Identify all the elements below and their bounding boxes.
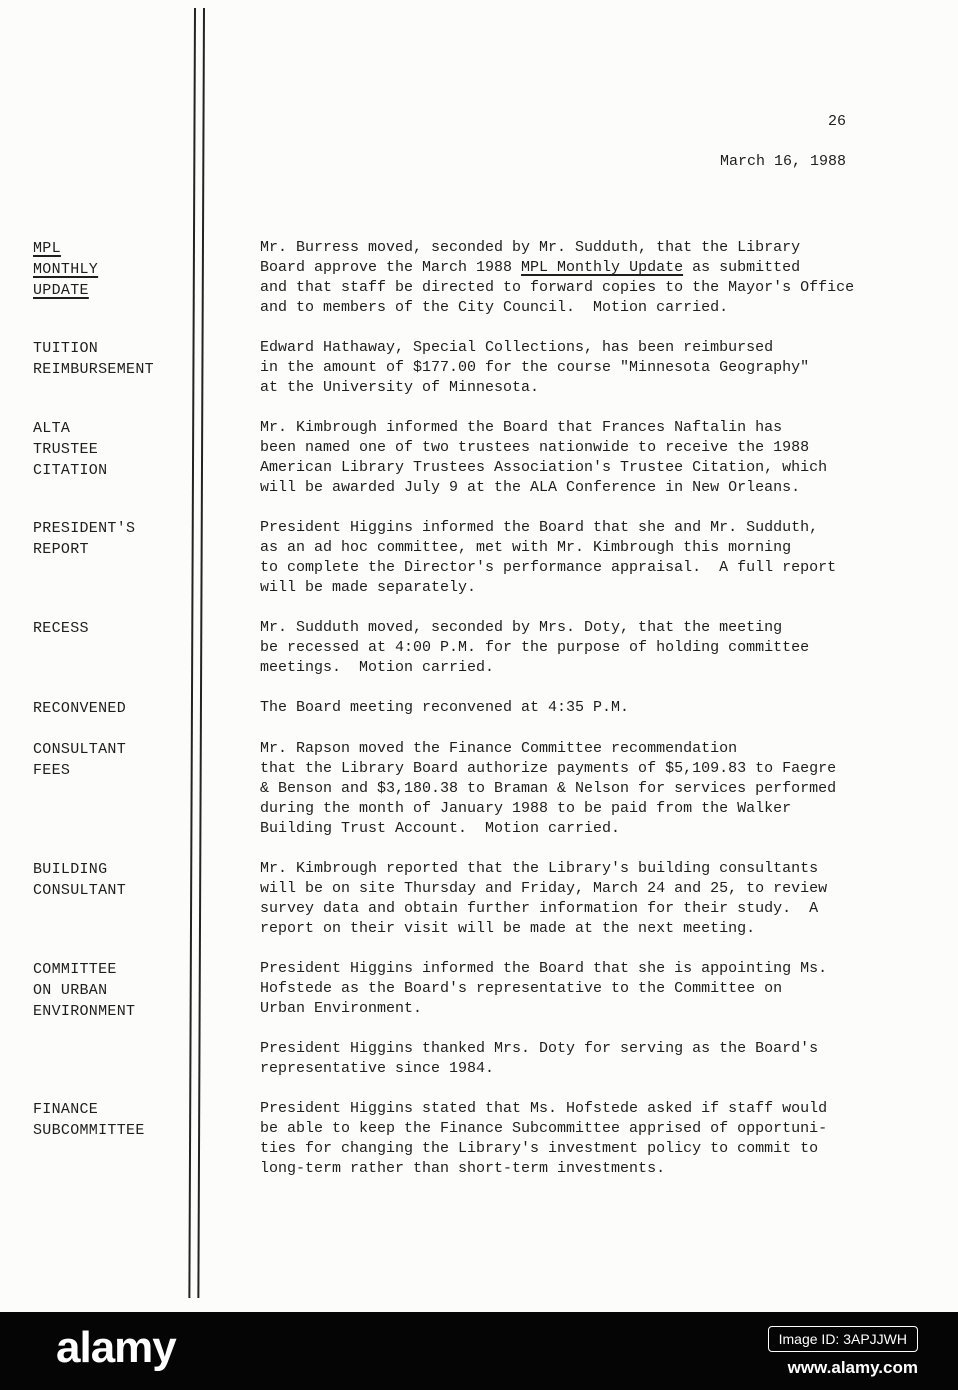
text-line — [260, 258, 880, 278]
text-segment: will be made separately. — [260, 579, 477, 596]
text-segment: representative since 1984. — [260, 1060, 495, 1077]
text-segment: Building Trust Account. Motion carried. — [260, 820, 621, 837]
text-segment: Hofstede as the Board's representative to the Committee on — [260, 980, 783, 997]
text-line — [260, 1099, 880, 1119]
text-segment: in the amount of $177.00 for the course "Minnesota Geography" — [260, 359, 810, 376]
text-line — [260, 418, 880, 438]
section-heading — [33, 859, 260, 939]
text-segment: Urban Environment. — [260, 1000, 423, 1017]
section-alta-trustee-citation — [33, 418, 958, 498]
text-line — [260, 779, 880, 799]
text-segment: President Higgins thanked Mrs. Doty for serving as the Board's — [260, 1040, 819, 1057]
text-line — [260, 879, 880, 899]
heading-line: REIMBURSEMENT — [33, 361, 154, 378]
text-line — [260, 358, 880, 378]
text-segment: to complete the Director's performance appraisal. A full report — [260, 559, 837, 576]
paragraph — [260, 859, 880, 939]
text-line — [260, 458, 880, 478]
text-line — [260, 378, 880, 398]
text-line — [260, 658, 880, 678]
text-segment: during the month of January 1988 to be paid from the Walker — [260, 800, 792, 817]
text-segment: as submitted — [683, 259, 801, 276]
text-segment: President Higgins informed the Board that she and Mr. Sudduth, — [260, 519, 819, 536]
page-date: March 16, 1988 — [719, 153, 846, 170]
text-line — [260, 819, 880, 839]
heading-line: RECESS — [33, 620, 89, 637]
text-line — [260, 1039, 880, 1059]
section-body — [260, 518, 880, 598]
heading-line: FEES — [33, 762, 71, 779]
section-body — [260, 238, 880, 318]
text-line — [260, 518, 880, 538]
text-line — [260, 298, 880, 318]
text-segment: and that staff be directed to forward copies to the Mayor's Office — [260, 279, 855, 296]
text-line — [260, 238, 880, 258]
text-segment: at the University of Minnesota. — [260, 379, 540, 396]
text-segment: will be awarded July 9 at the ALA Conference in New Orleans. — [260, 479, 801, 496]
section-body — [260, 698, 880, 719]
text-segment: Mr. Sudduth moved, seconded by Mrs. Doty, that the meeting — [260, 619, 783, 636]
text-line — [260, 558, 880, 578]
section-heading — [33, 338, 260, 398]
section-heading — [33, 698, 260, 719]
text-segment: Board approve the March 1988 — [260, 259, 522, 276]
text-line — [260, 1059, 880, 1079]
text-line — [260, 278, 880, 298]
text-segment: as an ad hoc committee, met with Mr. Kimbrough this morning — [260, 539, 792, 556]
text-line — [260, 478, 880, 498]
section-finance-subcommittee — [33, 1099, 958, 1179]
text-segment: ties for changing the Library's investment policy to commit to — [260, 1140, 819, 1157]
text-line — [260, 1119, 880, 1139]
text-segment: be able to keep the Finance Subcommittee apprised of opportuni- — [260, 1120, 828, 1137]
section-heading — [33, 418, 260, 498]
paragraph — [260, 238, 880, 318]
heading-line: ENVIRONMENT — [33, 1003, 136, 1020]
paragraph — [260, 518, 880, 598]
section-body — [260, 418, 880, 498]
text-line — [260, 759, 880, 779]
heading-line: MPL — [33, 240, 61, 257]
section-mpl-monthly-update — [33, 238, 958, 318]
text-segment: Mr. Rapson moved the Finance Committee recommendation — [260, 740, 738, 757]
section-body — [260, 959, 880, 1079]
section-heading — [33, 1099, 260, 1179]
text-line — [260, 739, 880, 759]
heading-line: REPORT — [33, 541, 89, 558]
heading-line: BUILDING — [33, 861, 108, 878]
text-line — [260, 338, 880, 358]
text-line — [260, 999, 880, 1019]
watermark-meta — [768, 1326, 918, 1377]
section-recess — [33, 618, 958, 678]
paragraph — [260, 418, 880, 498]
section-heading — [33, 959, 260, 1079]
text-segment: and to members of the City Council. Motion carried. — [260, 299, 729, 316]
paragraph — [260, 698, 880, 718]
heading-line: PRESIDENT'S — [33, 520, 136, 537]
text-line — [260, 859, 880, 879]
section-heading — [33, 518, 260, 598]
section-body — [260, 338, 880, 398]
text-segment: long-term rather than short-term investments. — [260, 1160, 666, 1177]
text-line — [260, 919, 880, 939]
text-segment: will be on site Thursday and Friday, March 24 and 25, to review — [260, 880, 828, 897]
text-segment: Edward Hathaway, Special Collections, has been reimbursed — [260, 339, 774, 356]
text-segment: meetings. Motion carried. — [260, 659, 495, 676]
text-segment: report on their visit will be made at the next meeting. — [260, 920, 756, 937]
page-number: 26 — [827, 113, 846, 130]
heading-line: CONSULTANT — [33, 741, 127, 758]
section-body — [260, 618, 880, 678]
paragraph — [260, 739, 880, 839]
text-line — [260, 1139, 880, 1159]
section-committee-on-urban-environment — [33, 959, 958, 1079]
text-line — [260, 438, 880, 458]
text-line — [260, 638, 880, 658]
heading-line: CONSULTANT — [33, 882, 127, 899]
section-heading — [33, 739, 260, 839]
text-segment: Mr. Kimbrough reported that the Library's building consultants — [260, 860, 819, 877]
heading-line: SUBCOMMITTEE — [33, 1122, 145, 1139]
section-body — [260, 859, 880, 939]
paragraph — [260, 1039, 880, 1079]
paragraph — [260, 1099, 880, 1179]
alamy-logo: alamy — [56, 1323, 176, 1372]
text-segment: American Library Trustees Association's Trustee Citation, which — [260, 459, 828, 476]
section-reconvened — [33, 698, 958, 719]
section-body — [260, 739, 880, 839]
text-line — [260, 799, 880, 819]
heading-line: TRUSTEE — [33, 441, 99, 458]
heading-line: COMMITTEE — [33, 961, 117, 978]
text-segment: survey data and obtain further information for their study. A — [260, 900, 819, 917]
text-line — [260, 618, 880, 638]
paragraph — [260, 959, 880, 1019]
alamy-url: www.alamy.com — [787, 1357, 918, 1377]
heading-line: FINANCE — [33, 1101, 99, 1118]
text-segment: Mr. Kimbrough informed the Board that Frances Naftalin has — [260, 419, 783, 436]
text-segment: Mr. Burress moved, seconded by Mr. Sudduth, that the Library — [260, 239, 801, 256]
text-segment: The Board meeting reconvened at 4:35 P.M. — [260, 699, 630, 716]
section-heading — [33, 238, 260, 318]
text-line — [260, 1159, 880, 1179]
sections-container — [0, 238, 958, 1199]
text-segment: & Benson and $3,180.38 to Braman & Nelson for services performed — [260, 780, 837, 797]
text-line — [260, 698, 880, 718]
text-line — [260, 959, 880, 979]
heading-line: TUITION — [33, 340, 99, 357]
heading-line: ALTA — [33, 420, 71, 437]
paragraph — [260, 618, 880, 678]
heading-line: RECONVENED — [33, 700, 127, 717]
text-segment: been named one of two trustees nationwide to receive the 1988 — [260, 439, 810, 456]
paragraph — [260, 338, 880, 398]
image-id-badge: Image ID: 3APJJWH — [768, 1326, 918, 1352]
heading-line: CITATION — [33, 462, 108, 479]
text-segment: that the Library Board authorize payments of $5,109.83 to Faegre — [260, 760, 837, 777]
heading-line: ON URBAN — [33, 982, 108, 999]
section-tuition-reimbursement — [33, 338, 958, 398]
text-segment: be recessed at 4:00 P.M. for the purpose of holding committee — [260, 639, 810, 656]
heading-line: MONTHLY — [33, 261, 99, 278]
text-line — [260, 538, 880, 558]
text-segment: President Higgins stated that Ms. Hofstede asked if staff would — [260, 1100, 828, 1117]
section-heading — [33, 618, 260, 678]
watermark-bar — [0, 1312, 958, 1390]
section-building-consultant — [33, 859, 958, 939]
text-line — [260, 979, 880, 999]
heading-line: UPDATE — [33, 282, 89, 299]
text-line — [260, 899, 880, 919]
text-line — [260, 578, 880, 598]
text-segment: MPL Monthly Update — [521, 259, 684, 276]
section-consultant-fees — [33, 739, 958, 839]
section-presidents-report — [33, 518, 958, 598]
section-body — [260, 1099, 880, 1179]
text-segment: President Higgins informed the Board that she is appointing Ms. — [260, 960, 828, 977]
